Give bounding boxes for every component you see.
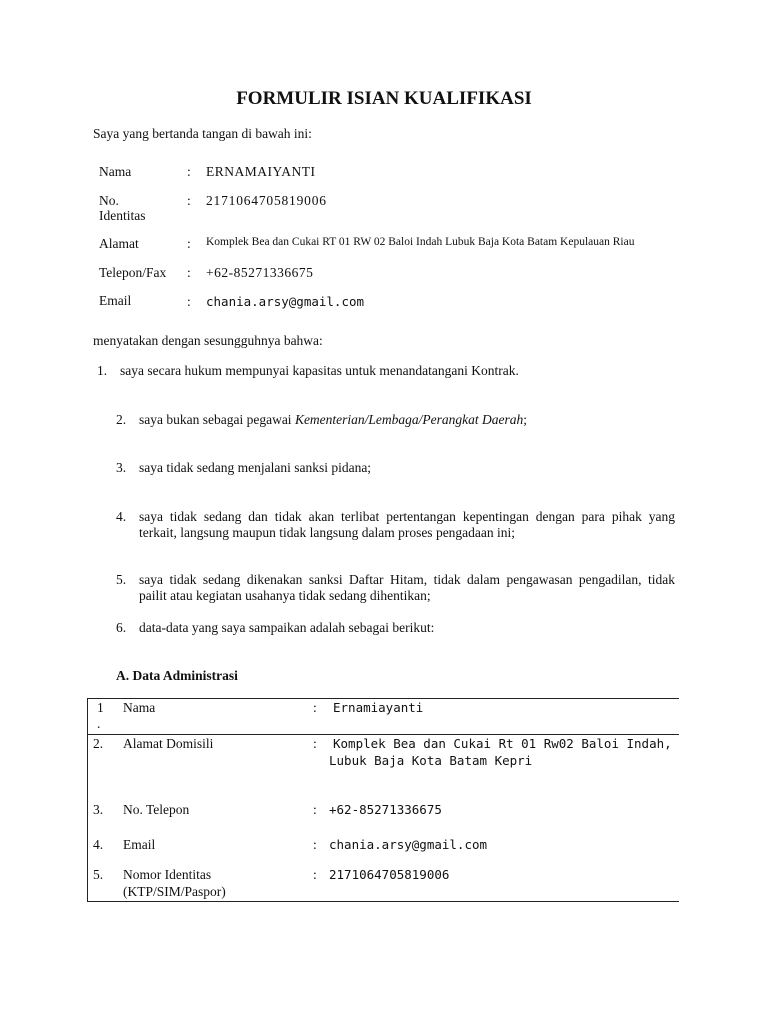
address-value: Komplek Bea dan Cukai RT 01 RW 02 Baloi Indah Lubuk Baja Kota Batam Kepulauan Riau: [206, 236, 635, 248]
row-label: No. Telepon: [123, 802, 190, 817]
statement-text-italic: Kementerian/Lembaga/Perangkat Daerah: [294, 412, 524, 427]
name-colon: :: [187, 164, 191, 179]
declaration-text: menyatakan dengan sesungguhnya bahwa:: [93, 333, 323, 348]
statement-number: 4.: [116, 509, 127, 524]
statement-text-part: ;: [523, 412, 528, 427]
email-value: chania.arsy@gmail.com: [206, 294, 365, 309]
table-row-divider: [87, 734, 679, 735]
row-value-line1: Komplek Bea dan Cukai Rt 01 Rw02 Baloi Indah,: [333, 736, 672, 751]
row-value: chania.arsy@gmail.com: [329, 837, 488, 852]
row-number: 3.: [93, 802, 104, 817]
name-value: ERNAMAIYANTI: [206, 164, 316, 179]
page-title: FORMULIR ISIAN KUALIFIKASI: [236, 88, 532, 109]
phone-colon: :: [187, 265, 191, 280]
row-colon: :: [313, 802, 317, 817]
name-label: Nama: [99, 164, 132, 179]
row-value: +62-85271336675: [329, 802, 442, 817]
table-left-border: [87, 698, 88, 901]
id-label-line2: Identitas: [99, 208, 146, 223]
statement-text: saya secara hukum mempunyai kapasitas untuk menandatangani Kontrak.: [120, 363, 519, 378]
statement-number: 1.: [97, 363, 108, 378]
intro-text: Saya yang bertanda tangan di bawah ini:: [93, 126, 312, 141]
row-number: 4.: [93, 837, 104, 852]
address-colon: :: [187, 236, 191, 251]
row-number: 5.: [93, 867, 104, 882]
statement-text-line2: terkait, langsung maupun tidak langsung dalam proses pengadaan ini;: [139, 525, 516, 540]
row-colon: :: [313, 700, 317, 715]
statement-text-line1: saya tidak sedang dikenakan sanksi Daftar Hitam, tidak dalam pengawasan pengadilan, tidak: [139, 572, 675, 587]
table-bottom-border: [87, 901, 679, 902]
statement-text-part: saya bukan sebagai pegawai: [139, 412, 295, 427]
row-label-line2: (KTP/SIM/Paspor): [123, 884, 226, 899]
statement-text: data-data yang saya sampaikan adalah sebagai berikut:: [139, 620, 435, 635]
address-label: Alamat: [99, 236, 139, 251]
statement-text-line1: saya tidak sedang dan tidak akan terlibat pertentangan kepentingan dengan para pihak yang: [139, 509, 675, 524]
row-value-line2: Lubuk Baja Kota Batam Kepri: [329, 753, 533, 768]
row-number-dot: .: [97, 716, 101, 731]
section-heading: A. Data Administrasi: [116, 668, 238, 683]
id-label-line1: No.: [99, 193, 119, 208]
phone-label: Telepon/Fax: [99, 265, 167, 280]
id-value: 2171064705819006: [206, 193, 327, 208]
row-colon: :: [313, 736, 317, 751]
row-label: Nama: [123, 700, 156, 715]
row-label: Alamat Domisili: [123, 736, 214, 751]
statement-number: 5.: [116, 572, 127, 587]
email-label: Email: [99, 293, 132, 308]
statement-text-line2: pailit atau kegiatan usahanya tidak sedang dihentikan;: [139, 588, 431, 603]
phone-value: +62-85271336675: [206, 265, 314, 280]
row-colon: :: [313, 867, 317, 882]
row-number: 1: [97, 700, 104, 715]
table-top-border: [87, 698, 679, 699]
statement-text: saya tidak sedang menjalani sanksi pidana;: [139, 460, 372, 475]
row-label-line1: Nomor Identitas: [123, 867, 212, 882]
row-value: 2171064705819006: [329, 867, 450, 882]
id-colon: :: [187, 193, 191, 208]
statement-number: 6.: [116, 620, 127, 635]
statement-number: 2.: [116, 412, 127, 427]
row-value: Ernamiayanti: [333, 700, 424, 715]
row-label: Email: [123, 837, 156, 852]
statement-number: 3.: [116, 460, 127, 475]
email-colon: :: [187, 294, 191, 309]
row-number: 2.: [93, 736, 104, 751]
row-colon: :: [313, 837, 317, 852]
statement-text: [139, 412, 527, 428]
